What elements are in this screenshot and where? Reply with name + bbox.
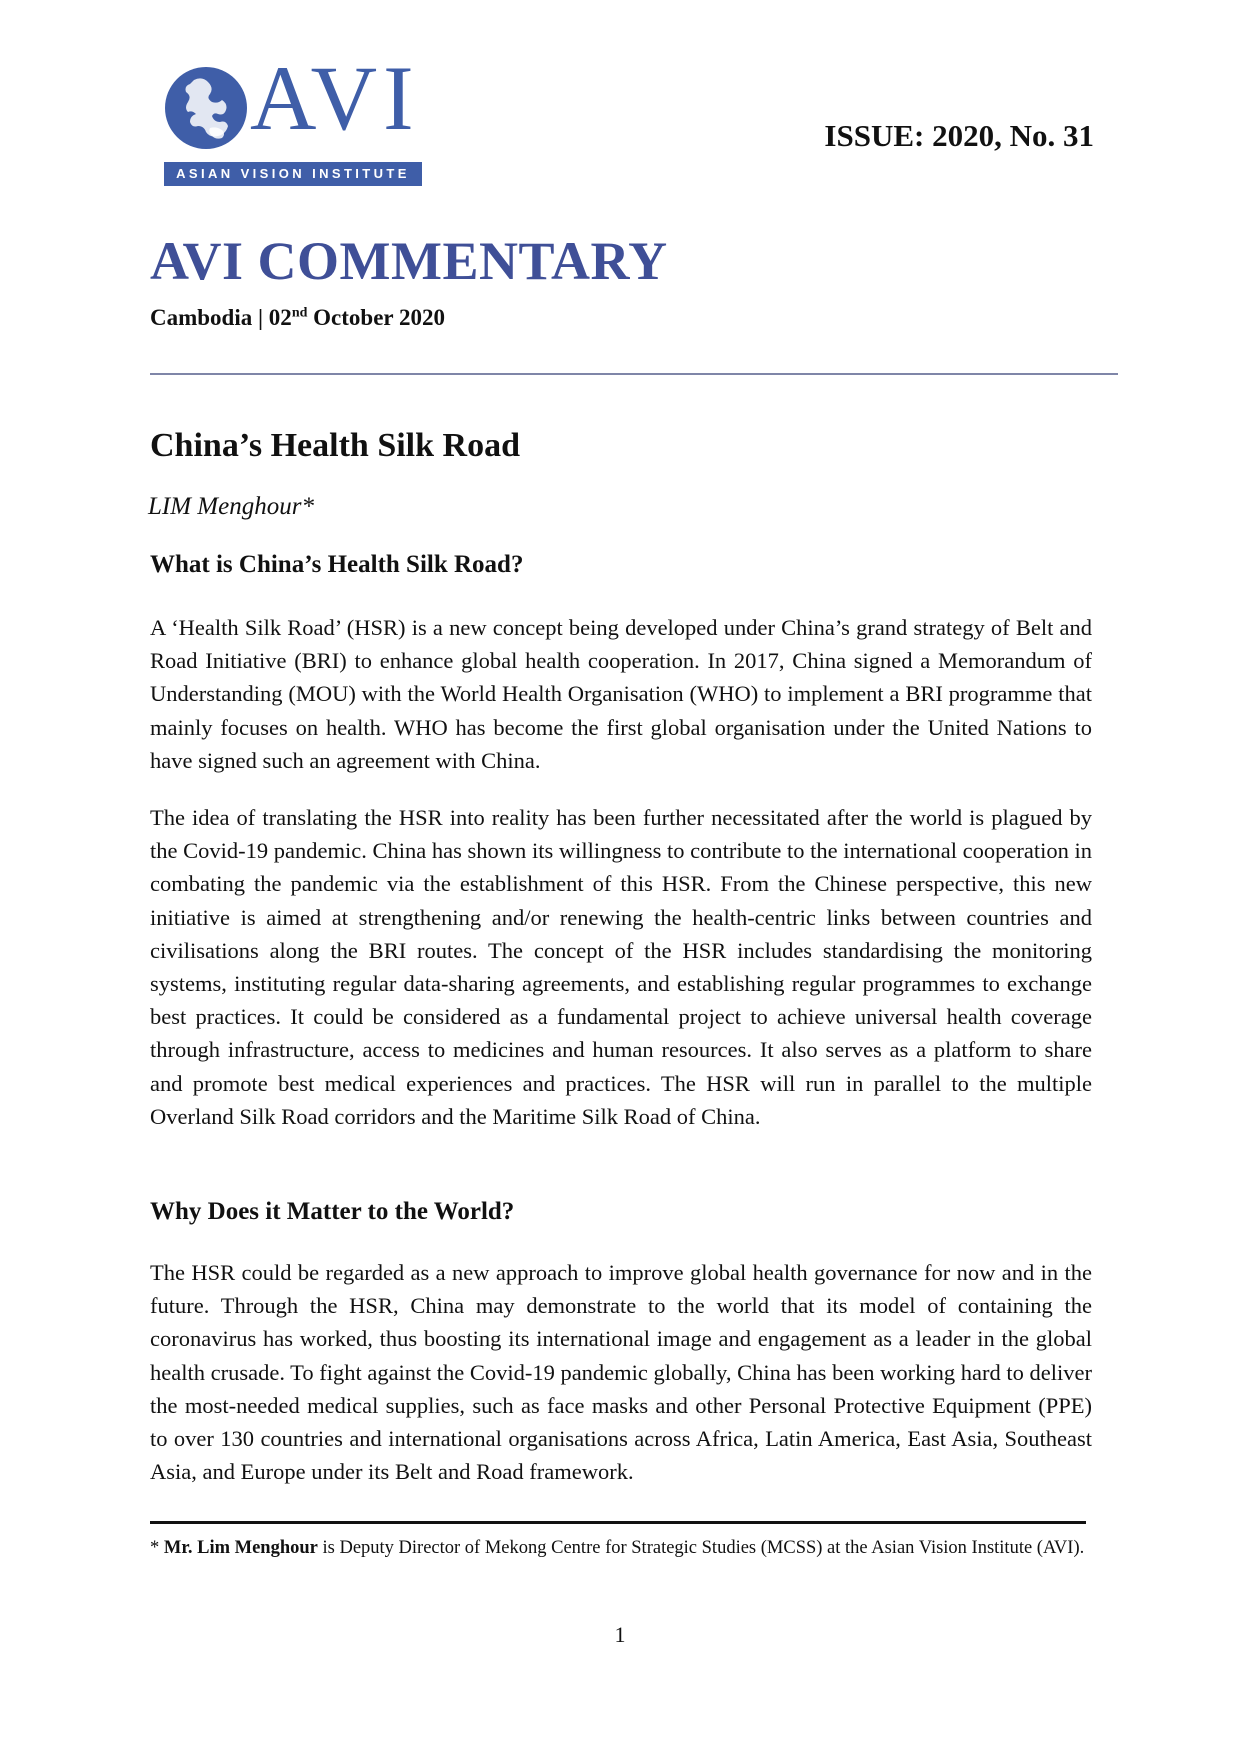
footnote-marker: * xyxy=(150,1538,164,1558)
page-number: 1 xyxy=(614,1622,626,1647)
avi-logo xyxy=(164,47,428,186)
footnote-text: is Deputy Director of Mekong Centre for Strategic Studies (MCSS) at the Asian Vision Institute (AVI). xyxy=(317,1538,1085,1558)
dateline-date: October 2020 xyxy=(307,305,445,330)
footnote-author-name: Mr. Lim Menghour xyxy=(163,1538,318,1558)
section-heading: What is China’s Health Silk Road? xyxy=(150,551,524,578)
logo-org-name: ASIAN VISION INSTITUTE xyxy=(164,162,422,186)
dateline-location: Cambodia | 02 xyxy=(150,305,292,330)
article-author: LIM Menghour* xyxy=(148,493,314,520)
paragraph: The idea of translating the HSR into reality has been further necessitated after the world is plagued by the Covid-19 pandemic. China has shown its willingness to contribute to the international cooperation in combating the pandemic via the establishment of this HSR. From the Chinese perspective, this new initiative is aimed at strengthening and/or renewing the health-centric links between countries and civilisations along the BRI routes. The concept of the HSR includes standardising the monitoring systems, instituting regular data-sharing agreements, and establishing regular programmes to exchange best practices. It could be considered as a fundamental project to achieve universal health coverage through infrastructure, access to medicines and human resources. It also serves as a platform to share and promote best medical experiences and practices. The HSR will run in parallel to the multiple Overland Silk Road corridors and the Maritime Silk Road of China. xyxy=(150,805,1092,1129)
dateline-suffix: nd xyxy=(291,305,308,321)
header-divider xyxy=(150,373,1118,375)
paragraph: A ‘Health Silk Road’ (HSR) is a new concept being developed under China’s grand strategy of Belt and Road Initiative (BRI) to enhance global health cooperation. In 2017, China signed a Memorandum of Understanding (MOU) with the World Health Organisation (WHO) to implement a BRI programme that mainly focuses on health. WHO has become the first global organisation under the United Nations to have signed such an agreement with China. xyxy=(150,615,1092,773)
section-heading: Why Does it Matter to the World? xyxy=(150,1198,515,1225)
dateline xyxy=(150,305,445,331)
issue-number: ISSUE: 2020, No. 31 xyxy=(824,118,1094,153)
masthead-title: AVI COMMENTARY xyxy=(150,231,668,291)
logo-letters: AVI xyxy=(250,47,420,149)
author-footnote xyxy=(150,1536,1092,1560)
article-title: China’s Health Silk Road xyxy=(150,427,520,464)
globe-icon xyxy=(164,66,248,150)
footnote-divider xyxy=(150,1521,1086,1524)
paragraph: The HSR could be regarded as a new approach to improve global health governance for now and in the future. Through the HSR, China may demonstrate to the world that its model of containing the coronavirus has worked, thus boosting its international image and engagement as a leader in the global health crusade. To fight against the Covid-19 pandemic globally, China has been working hard to deliver the most-needed medical supplies, such as face masks and other Personal Protective Equipment (PPE) to over 130 countries and international organisations across Africa, Latin America, East Asia, Southeast Asia, and Europe under its Belt and Road framework. xyxy=(150,1260,1092,1485)
